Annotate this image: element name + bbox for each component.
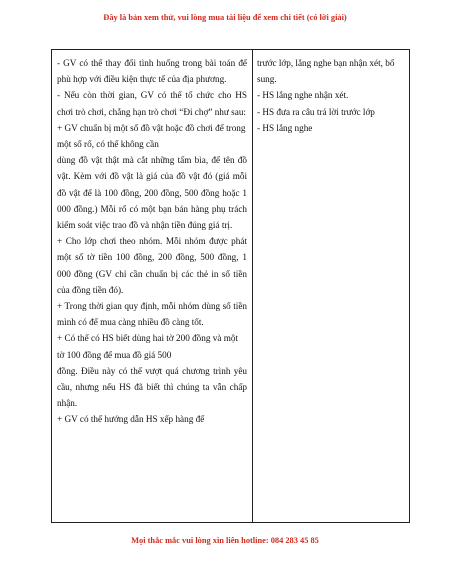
lesson-table	[51, 49, 410, 523]
paragraph: + Trong thời gian quy định, mỗi nhóm dùng số tiền mình có để mua càng nhiều đồ càng tốt.	[57, 301, 247, 328]
paragraph: - HS lắng nghe	[257, 122, 313, 133]
paragraph: + GV có thể hướng dẫn HS xếp hàng để	[57, 414, 205, 425]
paragraph: - GV có thể thay đổi tình huống trong bài toán để phù hợp với điều kiện thực tế của địa phương.	[57, 58, 247, 85]
paragraph: + Cho lớp chơi theo nhóm. Mỗi nhóm được phát một số tờ tiền 100 đồng, 200 đồng, 500 đồng, 1 000 đồng (GV chỉ cần chuẩn bị các thẻ in số tiền của đồng tiền đó).	[57, 236, 247, 295]
hotline-notice: Mọi thắc mắc vui lòng xin liên hotline: 084 283 45 85	[131, 536, 319, 545]
student-activities-column	[253, 50, 409, 522]
paragraph: - HS lắng nghe nhận xét.	[257, 90, 349, 101]
teacher-activities-column	[52, 50, 253, 522]
paragraph: đồng. Điều này có thể vượt quá chương trình yêu cầu, nhưng nếu HS đã biết thì chúng ta vẫn chấp nhận.	[57, 365, 247, 409]
paragraph: - HS đưa ra câu trả lời trước lớp	[257, 106, 375, 117]
paragraph: + GV chuẩn bị một số đồ vật hoặc đồ chơi để trong một số rổ, có thể không cần	[57, 122, 246, 150]
paragraph: dùng đồ vật thật mà cắt những tấm bìa, để tên đồ vật. Kèm với đồ vật là giá của đồ vật đó (giá mỗi đồ vật để là 100 đồng, 200 đồng, 500 đồng hoặc 1 000 đồng.) Mỗi rổ có một bạn bán hàng phụ trách kiểm soát việc trao đồ và nhận tiền đúng giá trị.	[57, 155, 247, 231]
paragraph: trước lớp, lắng nghe bạn nhận xét, bổ sung.	[257, 58, 395, 85]
preview-notice: Đây là bản xem thử, vui lòng mua tài liệu để xem chi tiết (có lời giải)	[103, 13, 347, 22]
paragraph: + Có thể có HS biết dùng hai tờ 200 đồng và một tờ 100 đồng để mua đồ giá 500	[57, 333, 239, 360]
paragraph: - Nếu còn thời gian, GV có thể tổ chức cho HS chơi trò chơi, chẳng hạn trò chơi “Đi chợ” như sau:	[57, 90, 247, 117]
